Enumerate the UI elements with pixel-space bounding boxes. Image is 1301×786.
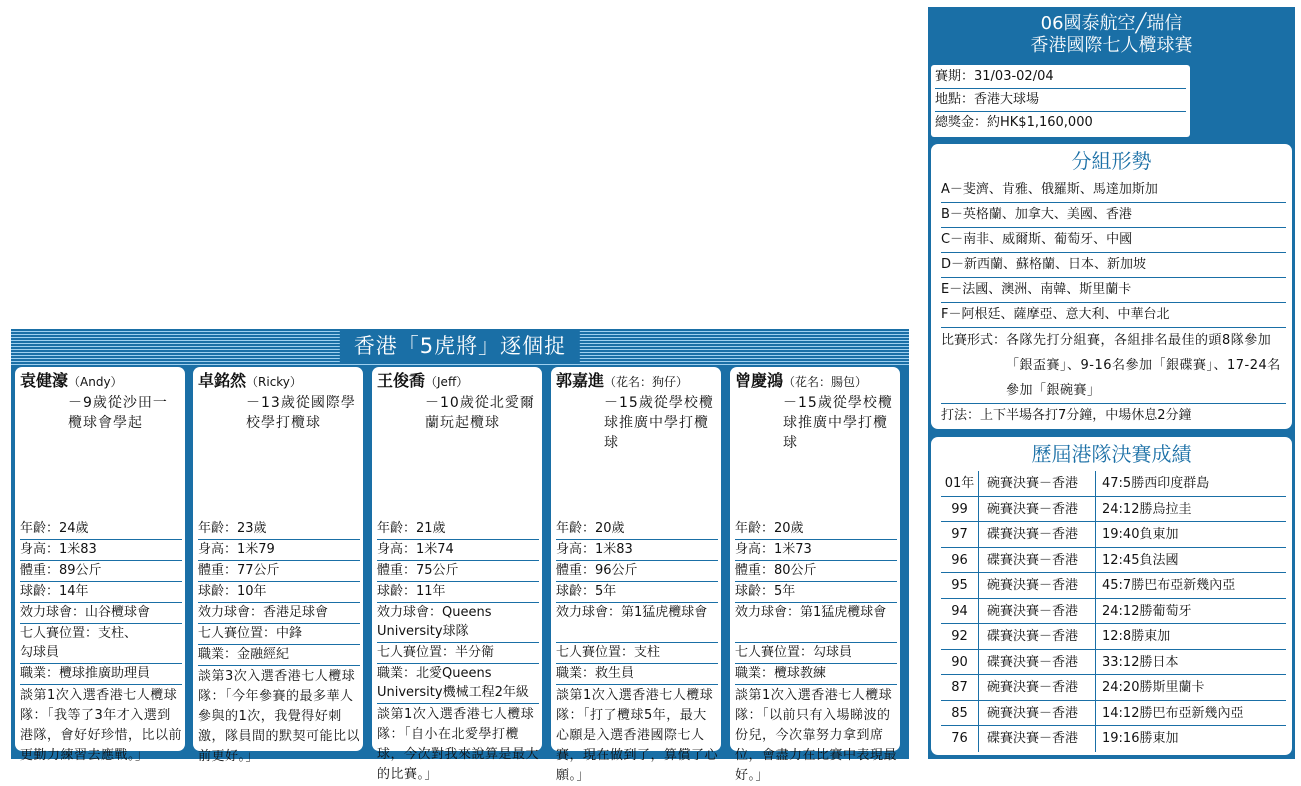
player-name: 卓銘然	[198, 371, 247, 390]
player-stats	[735, 519, 897, 786]
players-panel	[11, 329, 909, 783]
player-name: 袁健濠	[20, 371, 69, 390]
player-english-name: （Jeff）	[425, 375, 469, 389]
player-club: 效力球會：第1猛虎欖球會	[735, 603, 897, 643]
event-prize: 總獎金：約HK$1,160,000	[935, 115, 1093, 130]
player-job: 職業：金融經紀	[198, 645, 360, 666]
history-year: 95	[941, 573, 979, 598]
history-row	[941, 522, 1286, 548]
history-result: 12:8勝東加	[1102, 629, 1171, 644]
history-row	[941, 599, 1286, 625]
player-bio: －10歲從北愛爾蘭玩起欖球	[425, 395, 535, 431]
player-job: 職業：欖球教練	[735, 664, 897, 685]
players-section-title: 香港「5虎將」逐個捉	[340, 330, 580, 362]
history-year: 90	[941, 650, 979, 675]
player-stats	[377, 519, 539, 785]
history-year: 97	[941, 522, 979, 547]
player-card-ricky	[193, 367, 363, 764]
player-years: 球齡：11年	[377, 582, 539, 603]
history-year: 94	[941, 599, 979, 624]
player-years: 球齡：5年	[735, 582, 897, 603]
event-info-panel	[928, 7, 1295, 759]
player-years: 球齡：14年	[20, 582, 182, 603]
player-years: 球齡：10年	[198, 582, 360, 603]
player-club: 效力球會：香港足球會	[198, 603, 360, 624]
history-stage: 碗賽決賽－香港	[979, 497, 1096, 522]
history-stage: 碗賽決賽－香港	[979, 599, 1096, 624]
history-result: 14:12勝巴布亞新幾內亞	[1102, 705, 1244, 721]
player-job: 職業：救生員	[556, 664, 718, 685]
event-title	[928, 7, 1295, 63]
group-row: C－南非、威爾斯、葡萄牙、中國	[941, 228, 1286, 253]
groups-box	[931, 144, 1292, 429]
player-job: 職業：欖球推廣助理員	[20, 664, 182, 685]
history-stage: 碟賽決賽－香港	[979, 548, 1096, 573]
player-card-jeff	[372, 367, 542, 782]
history-stage: 碟賽決賽－香港	[979, 726, 1096, 752]
player-age: 年齡：23歲	[198, 519, 360, 540]
player-stats	[20, 519, 182, 766]
history-year: 01年	[941, 471, 979, 496]
history-row	[941, 650, 1286, 676]
player-position: 七人賽位置：勾球員	[735, 643, 897, 664]
player-weight: 體重：77公斤	[198, 561, 360, 582]
history-year: 85	[941, 701, 979, 726]
match-format-label: 比賽形式：	[941, 333, 1007, 348]
history-row	[941, 548, 1286, 574]
play-rule: 打法：上下半場各打7分鐘，中場休息2分鐘	[941, 408, 1192, 423]
player-english-name: （Andy）	[68, 375, 123, 389]
history-stage: 碗賽決賽－香港	[979, 701, 1096, 726]
event-dates: 賽期：31/03-02/04	[935, 66, 1186, 89]
player-club: 效力球會：第1猛虎欖球會	[556, 603, 718, 643]
player-position: 七人賽位置：中鋒	[198, 624, 360, 645]
history-stage: 碗賽決賽－香港	[979, 471, 1096, 496]
event-venue: 地點：香港大球場	[935, 89, 1186, 112]
history-result: 24:20勝斯里蘭卡	[1102, 680, 1205, 695]
history-result: 12:45負法國	[1102, 552, 1179, 568]
player-quote: 談第1次入選香港七人欖球隊：「打了欖球5年，最大心願是入選香港國際七人賽，現在做到了，算償了心願。」	[556, 688, 719, 783]
player-position: 七人賽位置：支柱	[556, 643, 718, 664]
history-stage: 碟賽決賽－香港	[979, 650, 1096, 675]
player-height: 身高：1米73	[735, 540, 897, 561]
history-year: 92	[941, 624, 979, 649]
player-bio: －15歲從學校欖球推廣中學打欖球	[783, 395, 893, 451]
player-card-andy	[15, 367, 185, 763]
player-english-name: （花名：腸包）	[783, 375, 868, 389]
history-result: 47:5勝西印度群島	[1102, 476, 1210, 491]
history-result: 45:7勝巴布亞新幾內亞	[1102, 578, 1236, 593]
history-row	[941, 726, 1286, 752]
history-row	[941, 624, 1286, 650]
group-row: B－英格蘭、加拿大、美國、香港	[941, 203, 1286, 228]
history-result: 24:12勝葡萄牙	[1102, 603, 1192, 619]
event-title-line1: 06國泰航空╱瑞信	[1040, 13, 1183, 34]
history-stage: 碟賽決賽－香港	[979, 522, 1096, 547]
player-bio: －9歲從沙田一欖球會學起	[68, 395, 168, 431]
group-row: D－新西蘭、蘇格蘭、日本、新加坡	[941, 253, 1286, 278]
player-name: 郭嘉進	[556, 371, 605, 390]
player-english-name: （Ricky）	[246, 375, 302, 389]
player-bio: －13歲從國際學校學打欖球	[246, 395, 356, 431]
group-row: E－法國、澳洲、南韓、斯里蘭卡	[941, 278, 1286, 303]
history-row	[941, 701, 1286, 727]
history-year: 96	[941, 548, 979, 573]
history-result: 19:16勝東加	[1102, 731, 1179, 746]
group-row: A－斐濟、肯雅、俄羅斯、馬達加斯加	[941, 178, 1286, 203]
player-height: 身高：1米83	[556, 540, 718, 561]
history-year: 76	[941, 726, 979, 752]
player-weight: 體重：80公斤	[735, 561, 897, 582]
player-age: 年齡：24歲	[20, 519, 182, 540]
player-card-tsang	[730, 367, 900, 783]
player-position: 七人賽位置：半分衛	[377, 643, 539, 664]
player-quote: 談第1次入選香港七人欖球隊：「自小在北愛學打欖球，今次對我來說算是最大的比賽。」	[377, 707, 540, 782]
player-quote: 談第1次入選香港七人欖球隊：「我等了3年才入選到港隊，會好好珍惜，比以前更勤力練習去應戰。」	[20, 688, 183, 763]
player-name: 曾慶鴻	[735, 371, 784, 390]
player-stats	[198, 519, 360, 767]
player-club: 效力球會：山谷欖球會	[20, 603, 182, 624]
player-job: 職業：北愛Queens University機械工程2年級	[377, 664, 539, 704]
player-age: 年齡：20歲	[556, 519, 718, 540]
history-row	[941, 675, 1286, 701]
history-box	[931, 437, 1292, 755]
player-card-kwok	[551, 367, 721, 783]
history-stage: 碟賽決賽－香港	[979, 624, 1096, 649]
player-weight: 體重：89公斤	[20, 561, 182, 582]
groups-list	[931, 178, 1292, 428]
player-age: 年齡：20歲	[735, 519, 897, 540]
player-height: 身高：1米79	[198, 540, 360, 561]
player-english-name: （花名：狗仔）	[604, 375, 689, 389]
history-row	[941, 471, 1286, 497]
history-title: 歷屆港隊決賽成績	[1031, 442, 1192, 466]
history-stage: 碗賽決賽－香港	[979, 573, 1096, 598]
history-result: 24:12勝烏拉圭	[1102, 501, 1192, 517]
player-name: 王俊喬	[377, 371, 426, 390]
match-format-text: 各隊先打分組賽，各組排名最佳的頭8隊參加「銀盃賽」、9-16名參加「銀碟賽」、17-24名參加「銀碗賽」	[1006, 333, 1281, 398]
player-weight: 體重：96公斤	[556, 561, 718, 582]
history-stage: 碗賽決賽－香港	[979, 675, 1096, 700]
player-position: 七人賽位置：支柱、 勾球員	[20, 624, 182, 664]
player-quote: 談第3次入選香港七人欖球隊：「今年參賽的最多華人參與的1次，我覺得好刺激，隊員間的默契可能比以前更好。」	[198, 669, 361, 764]
match-format	[941, 328, 1286, 404]
event-details	[931, 65, 1190, 137]
player-height: 身高：1米74	[377, 540, 539, 561]
player-weight: 體重：75公斤	[377, 561, 539, 582]
player-quote: 談第1次入選香港七人欖球隊：「以前只有入場睇波的份兒，今次靠努力拿到席位，會盡力在比賽中表現最好。」	[735, 688, 898, 783]
history-row	[941, 573, 1286, 599]
history-table	[941, 471, 1286, 752]
players-header-band	[11, 329, 909, 365]
history-result: 33:12勝日本	[1102, 654, 1179, 670]
history-year: 87	[941, 675, 979, 700]
event-title-line2: 香港國際七人欖球賽	[1030, 35, 1193, 56]
player-years: 球齡：5年	[556, 582, 718, 603]
history-row	[941, 497, 1286, 523]
player-bio: －15歲從學校欖球推廣中學打欖球	[604, 395, 714, 451]
player-club: 效力球會：Queens University球隊	[377, 603, 539, 643]
player-height: 身高：1米83	[20, 540, 182, 561]
history-result: 19:40負東加	[1102, 527, 1179, 542]
history-year: 99	[941, 497, 979, 522]
player-stats	[556, 519, 718, 786]
groups-title: 分組形勢	[1071, 149, 1152, 173]
player-age: 年齡：21歲	[377, 519, 539, 540]
group-row: F－阿根廷、薩摩亞、意大利、中華台北	[941, 303, 1286, 328]
